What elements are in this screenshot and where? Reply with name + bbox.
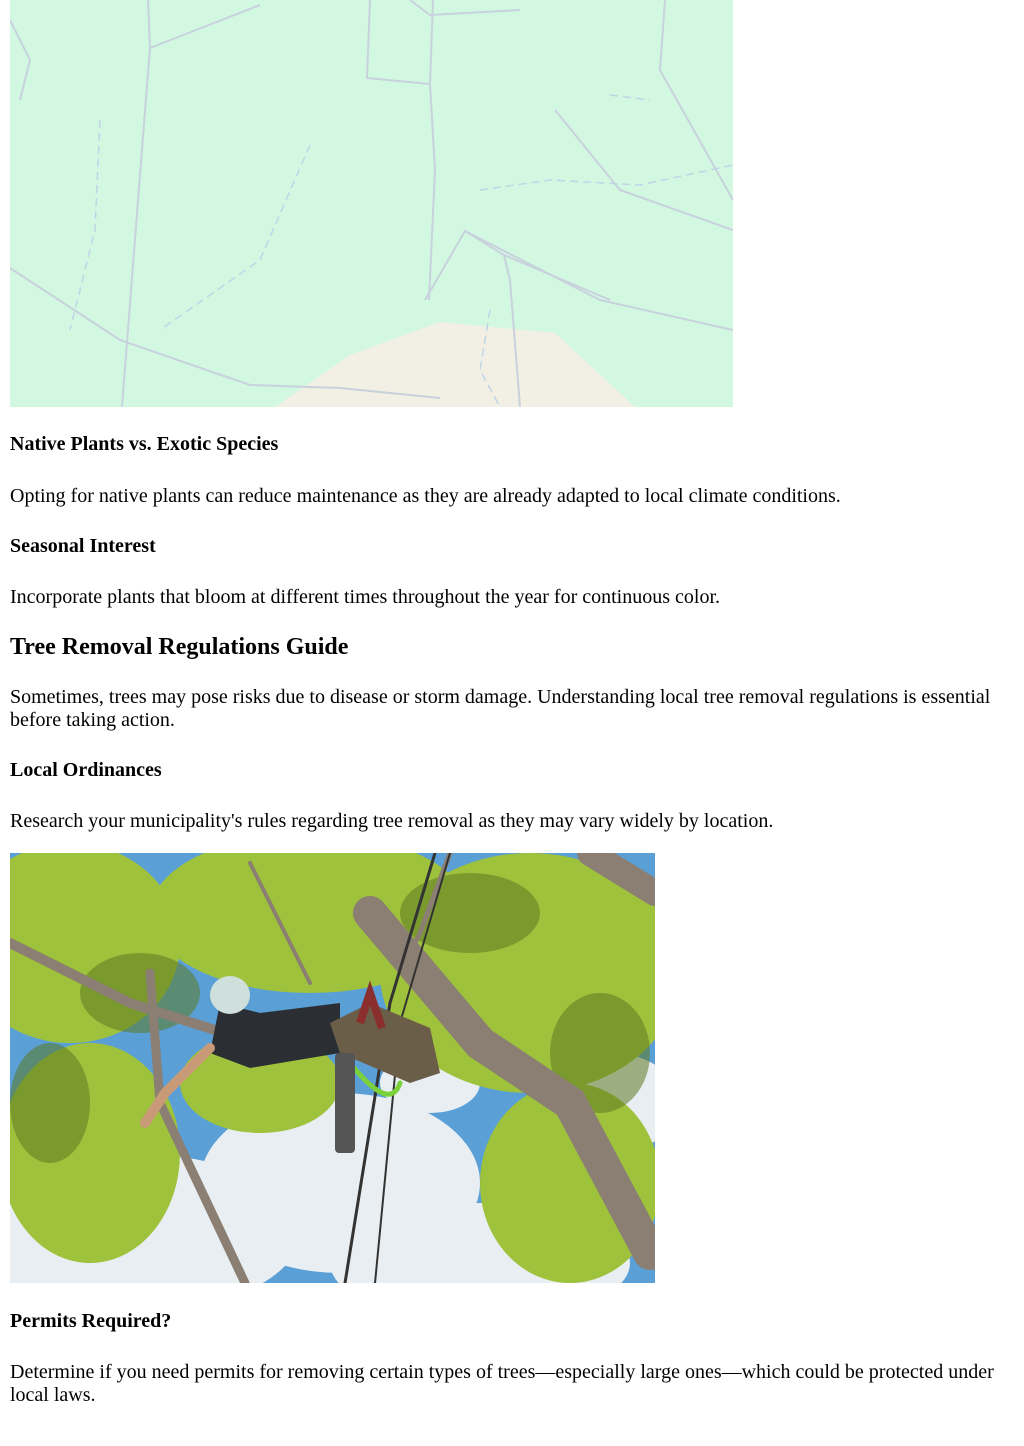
native-plants-paragraph: Opting for native plants can reduce maintenance as they are already adapted to local climate conditions. <box>10 485 841 507</box>
tree-removal-regulations-paragraph: Sometimes, trees may pose risks due to disease or storm damage. Understanding local tree removal regulations is essential before taking action. <box>10 686 991 731</box>
seasonal-interest-paragraph: Incorporate plants that bloom at different times throughout the year for continuous color. <box>10 586 720 608</box>
seasonal-interest-heading: Seasonal Interest <box>10 535 156 557</box>
permits-required-paragraph: Determine if you need permits for removing certain types of trees—especially large ones—which could be protected under local laws. <box>10 1361 994 1406</box>
local-ordinances-heading: Local Ordinances <box>10 759 162 781</box>
permits-required-heading: Permits Required? <box>10 1310 172 1332</box>
arborist-photo <box>10 853 655 1283</box>
native-plants-heading: Native Plants vs. Exotic Species <box>10 433 279 455</box>
tree-removal-regulations-heading: Tree Removal Regulations Guide <box>10 634 349 660</box>
map-forest-area <box>10 0 733 407</box>
local-ordinances-paragraph: Research your municipality's rules regarding tree removal as they may vary widely by location. <box>10 810 774 832</box>
embedded-map[interactable] <box>10 0 733 407</box>
